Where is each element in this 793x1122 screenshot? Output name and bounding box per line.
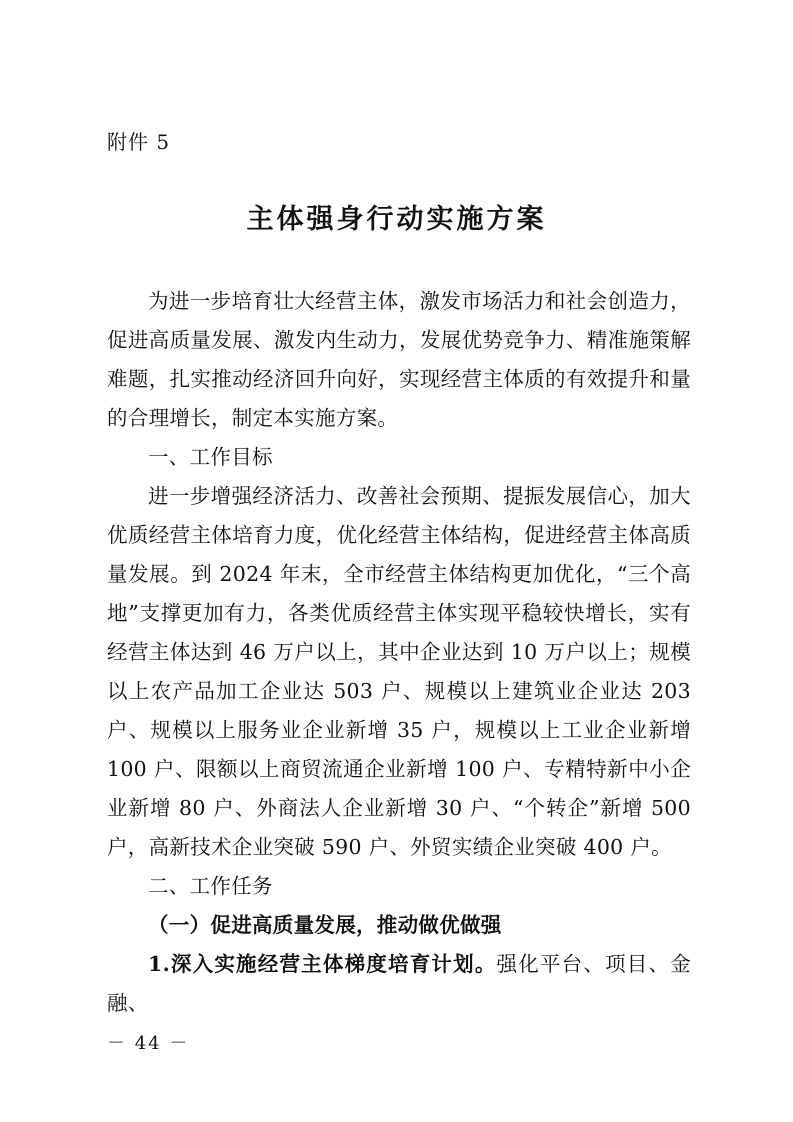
goals-paragraph: 进一步增强经济活力、改善社会预期、提振发展信心，加大优质经营主体培育力度，优化经营主体结构，促进经营主体高质量发展。到 2024 年末，全市经营主体结构更加优化，“三个高地”支撑更加有力，各类优质经营主体实现平稳较快增长，实有经营主体达到 46 万户以上，其中企业达到 10 万户以上；规模以上农产品加工企业达 503 户、规模以上建筑业企业达 203 户、规模以上服务业企业新增 35 户，规模以上工业企业新增 100 户、限额以上商贸流通企业新增 100 户、专精特新中小企业新增 80 户、外商法人企业新增 30 户、“个转企”新增 500 户，高新技术企业突破 590 户、外贸实绩企业突破 400 户。 bbox=[107, 484, 691, 859]
page-number: － 44 － bbox=[107, 1033, 190, 1054]
section-heading-goals: 一、工作目标 bbox=[148, 445, 273, 469]
document-body bbox=[107, 282, 691, 1023]
item-paragraph bbox=[107, 945, 691, 1023]
item-text: 强化平台、项目、金融、 bbox=[107, 952, 691, 1015]
attachment-label: 附件 5 bbox=[107, 130, 171, 154]
section-heading-tasks: 二、工作任务 bbox=[148, 874, 273, 898]
subsection-heading: （一）促进高质量发展，推动做优做强 bbox=[148, 913, 502, 937]
item-lead: 1.深入实施经营主体梯度培育计划。 bbox=[148, 952, 497, 976]
document-title: 主体强身行动实施方案 bbox=[246, 204, 547, 235]
intro-paragraph: 为进一步培育壮大经营主体，激发市场活力和社会创造力，促进高质量发展、激发内生动力，发展优势竞争力、精准施策解难题，扎实推动经济回升向好，实现经营主体质的有效提升和量的合理增长，制定本实施方案。 bbox=[107, 289, 691, 430]
